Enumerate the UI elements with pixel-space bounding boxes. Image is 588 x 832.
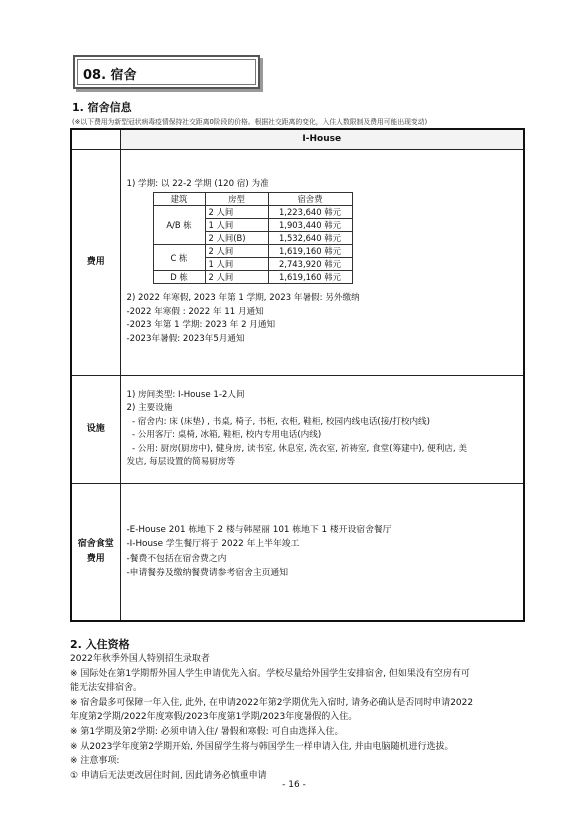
eligibility-body [70,652,530,783]
eligibility-line: 年度第2学期/2022年度寒假/2023年度第1学期/2023年度暑假的入住。 [70,712,358,723]
page-number: - 16 - [282,780,306,790]
table-header-ihouse: I-House [120,129,524,149]
eligibility-line: ① 申请后无法更改居住时间, 因此请务必慎重申请 [70,770,267,781]
table-header-row [71,129,524,149]
price-row [153,245,352,258]
eligibility-heading: 2. 入住资格 [70,638,130,651]
room-type: 2 人间 [205,245,268,258]
eligibility-line: 2022年秋季外国人特别招生录取者 [70,654,210,664]
cafeteria-row [71,483,524,621]
facilities-row [71,375,524,483]
building-c: C 栋 [153,245,205,271]
facility-line: 发店, 每层设置的简易厨房等 [126,457,236,467]
room-type: 2 人间 [205,271,268,284]
fee-label: 费用 [71,149,120,375]
eligibility-line: ※ 从2023学年度第2学期开始, 外国留学生将与韩国学生一样申请入住, 并由电脑随机进行选拔。 [70,741,454,752]
room-type: 2 人间 [205,206,268,219]
cafeteria-label-line1: 宿舍食堂 [77,538,114,549]
cafeteria-content [120,483,524,621]
room-type: 1 人间 [205,219,268,232]
room-price: 1,619,160 韩元 [268,245,352,258]
room-price: 1,532,640 韩元 [268,232,352,245]
section-title: 08. 宿舍 [83,68,137,83]
eligibility-line: ※ 宿舍最多可保障一年入住, 此外, 在申请2022年第2学期优先入宿时, 请务必确认是否同时申请2022 [70,697,474,708]
price-table [153,192,353,284]
eligibility-line: ※ 第1学期及第2学期: 必须申请入住/ 暑假和寒假: 可自由选择入住。 [70,726,344,737]
facilities-label: 设施 [71,375,120,483]
price-row [153,206,352,219]
price-header-building: 建筑 [153,193,205,206]
eligibility-line: 能无法安排宿舍。 [70,683,143,694]
facility-line: - 宿舍内: 床 (床垫) , 书桌, 椅子, 书柜, 衣柜, 鞋柜, 校园内线电话(接/打校内线) [126,416,431,427]
price-header-fee: 宿舍费 [268,193,352,206]
price-row [153,271,352,284]
vacation-line: 2) 2022 年寒假, 2023 年第 1 学期, 2023 年暑假: 另外缴纳 [126,293,360,304]
fee-intro: 1) 学期: 以 22-2 学期 (120 宿) 为准 [126,178,269,189]
building-ab: A/B 栋 [153,206,205,245]
dorm-info-heading: 1. 宿舍信息 [72,101,132,114]
room-price: 2,743,920 韩元 [268,258,352,271]
cafeteria-line: -E-House 201 栋地下 2 楼与韩屋丽 101 栋地下 1 楼开设宿舍餐厅 [126,524,392,535]
building-d: D 栋 [153,271,205,284]
facility-line: 2) 主要设施 [126,403,173,413]
facilities-content [120,375,524,483]
cafeteria-line: -I-House 学生餐厅将于 2022 年上半年竣工 [126,539,300,550]
facility-line: - 公用: 厨房(厨房中), 健身房, 读书室, 休息室, 洗衣室, 祈祷室, 食堂(筹建中), 便利店, 美 [126,443,467,454]
section-header-box [73,55,260,89]
dorm-info-note: (※以下费用为新型冠状病毒疫情保持社交距离0阶段的价格。根据社交距离的变化，入住人数限制及费用可能出现变动) [72,118,428,126]
cafeteria-line: -餐费不包括在宿舍费之内 [126,553,227,564]
fee-content [120,149,524,375]
vacation-line: -2023年暑假: 2023年5月通知 [126,333,245,344]
table-header-corner [71,129,120,149]
cafeteria-label [71,483,120,621]
price-header-room: 房型 [205,193,268,206]
eligibility-line: ※ 注意事项: [70,756,120,767]
cafeteria-line: -申请餐券及缴纳餐费请参考宿舍主页通知 [126,568,289,579]
room-price: 1,903,440 韩元 [268,219,352,232]
room-price: 1,223,640 韩元 [268,206,352,219]
room-price: 1,619,160 韩元 [268,271,352,284]
vacation-line: -2023 年第 1 学期: 2023 年 2 月通知 [126,320,276,331]
room-type: 1 人间 [205,258,268,271]
dorm-info-table [70,128,525,622]
facility-line: 1) 房间类型: I-House 1-2人间 [126,389,245,400]
facility-line: - 公用客厅: 桌椅, 冰箱, 鞋柜, 校内专用电话(内线) [126,430,322,440]
cafeteria-label-line2: 费用 [86,553,105,564]
vacation-line: -2022 年寒假 : 2022 年 11 月通知 [126,306,264,317]
room-type: 2 人间(B) [205,232,268,245]
eligibility-line: ※ 国际处在第1学期帮外国人学生申请优先入宿。学校尽量给外国学生安排宿舍, 但如果没有空房有可 [70,668,470,679]
fee-row [71,149,524,375]
price-header-row [153,193,352,206]
